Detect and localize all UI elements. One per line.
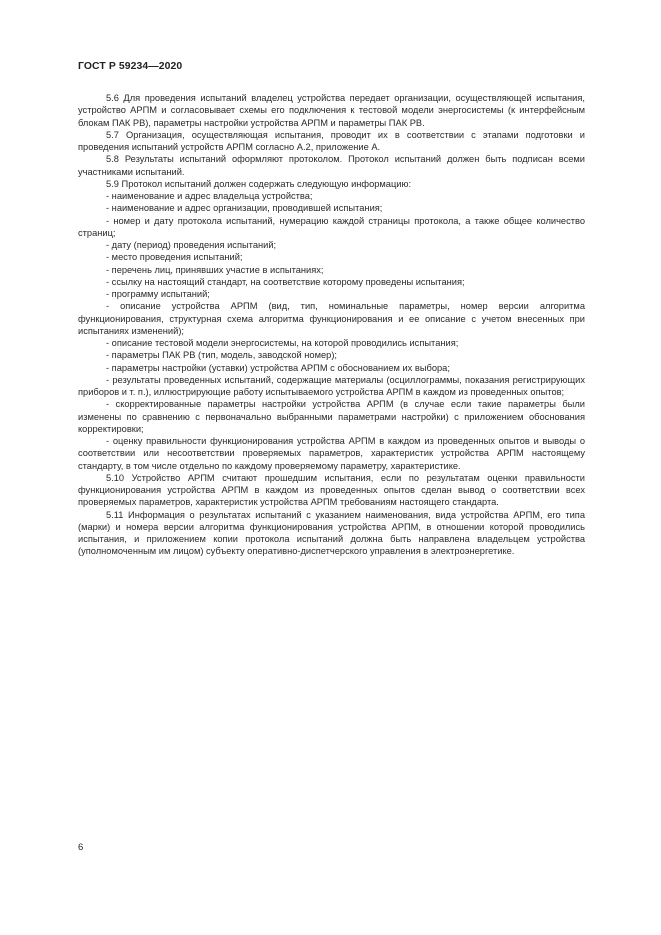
- list-item: - дату (период) проведения испытаний;: [106, 240, 277, 250]
- list-item: - описание тестовой модели энергосистемы, на которой проводились испытания;: [106, 338, 459, 348]
- list-item: - оценку правильности функционирования устройства АРПМ в каждом из проведенных опытов и выводы о соответствии или несоответствии проверяемых параметров, характеристик устройства АРПМ настоящему стандарту, в том числе отдельно по каждому проверяемому параметру, характеристике.: [78, 436, 585, 471]
- paragraph-5-9: 5.9 Протокол испытаний должен содержать следующую информацию:: [106, 178, 412, 189]
- list-item: - место проведения испытаний;: [106, 252, 243, 263]
- list-item: - перечень лиц, принявших участие в испытаниях;: [106, 264, 324, 275]
- list-item: - параметры ПАК РВ (тип, модель, заводской номер);: [106, 350, 338, 361]
- list-item: - ссылку на настоящий стандарт, на соответствие которому проведены испытания;: [106, 276, 465, 287]
- list-item: - наименование и адрес владельца устройства;: [106, 191, 313, 201]
- page-number: 6: [78, 842, 84, 853]
- list-item: - параметры настройки (уставки) устройства АРПМ с обоснованием их выбора;: [106, 362, 450, 373]
- list-item: - программу испытаний;: [106, 289, 210, 299]
- paragraph-5-10: 5.10 Устройство АРПМ считают прошедшим испытания, если по результатам оценки правильности функционирования устройства АРПМ в каждом из проведенных опытов сделан вывод о соответствии всех проверяемых параметров, характеристик устройства АРПМ требованиям настоящего стандарта.: [78, 472, 585, 508]
- paragraph-5-6: 5.6 Для проведения испытаний владелец устройства передает организации, осуществляющей испытания, устройство АРПМ и согласовывает схемы его подключения к тестовой модели энергосистемы (к интерфейсным блокам ПАК РВ), параметры настройки устройства АРПМ и параметры ПАК РВ.: [78, 93, 585, 128]
- paragraph-5-8: 5.8 Результаты испытаний оформляют протоколом. Протокол испытаний должен быть подписан всеми участниками испытаний.: [78, 154, 585, 177]
- paragraph-5-11: 5.11 Информация о результатах испытаний с указанием наименования, вида устройства АРПМ, его типа (марки) и номера версии алгоритма функционирования устройства АРПМ, в отношении которой проводились испытания, и приложением копии протокола испытаний должна быть направлена владельцем устройства (уполномоченным им лицом) субъекту оперативно-диспетчерского управления в электроэнергетике.: [78, 509, 585, 557]
- list-item: - описание устройства АРПМ (вид, тип, номинальные параметры, номер версии алгоритма функционирования, структурная схема алгоритма функционирования и ее описание с учетом внесенных при испытаниях изменений);: [78, 301, 585, 336]
- list-item: - результаты проведенных испытаний, содержащие материалы (осциллограммы, показания регистрирующих приборов и т. п.), иллюстрирующие работу испытываемого устройства АРПМ в каждом из проведенных опытов;: [78, 374, 585, 397]
- list-item: - наименование и адрес организации, проводившей испытания;: [106, 203, 383, 214]
- document-body: [78, 92, 585, 558]
- document-header-title: ГОСТ Р 59234—2020: [78, 61, 183, 72]
- list-item: - номер и дату протокола испытаний, нумерацию каждой страницы протокола, а также общее количество страниц;: [78, 215, 585, 238]
- paragraph-5-7: 5.7 Организация, осуществляющая испытания, проводит их в соответствии с этапами подготовки и проведения испытаний устройств АРПМ согласно А.2, приложение А.: [78, 129, 585, 152]
- list-item: - скорректированные параметры настройки устройства АРПМ (в случае если такие параметры были изменены по сравнению с первоначально выбранными параметрами настройки) с приложением обоснования корректировки;: [78, 399, 585, 434]
